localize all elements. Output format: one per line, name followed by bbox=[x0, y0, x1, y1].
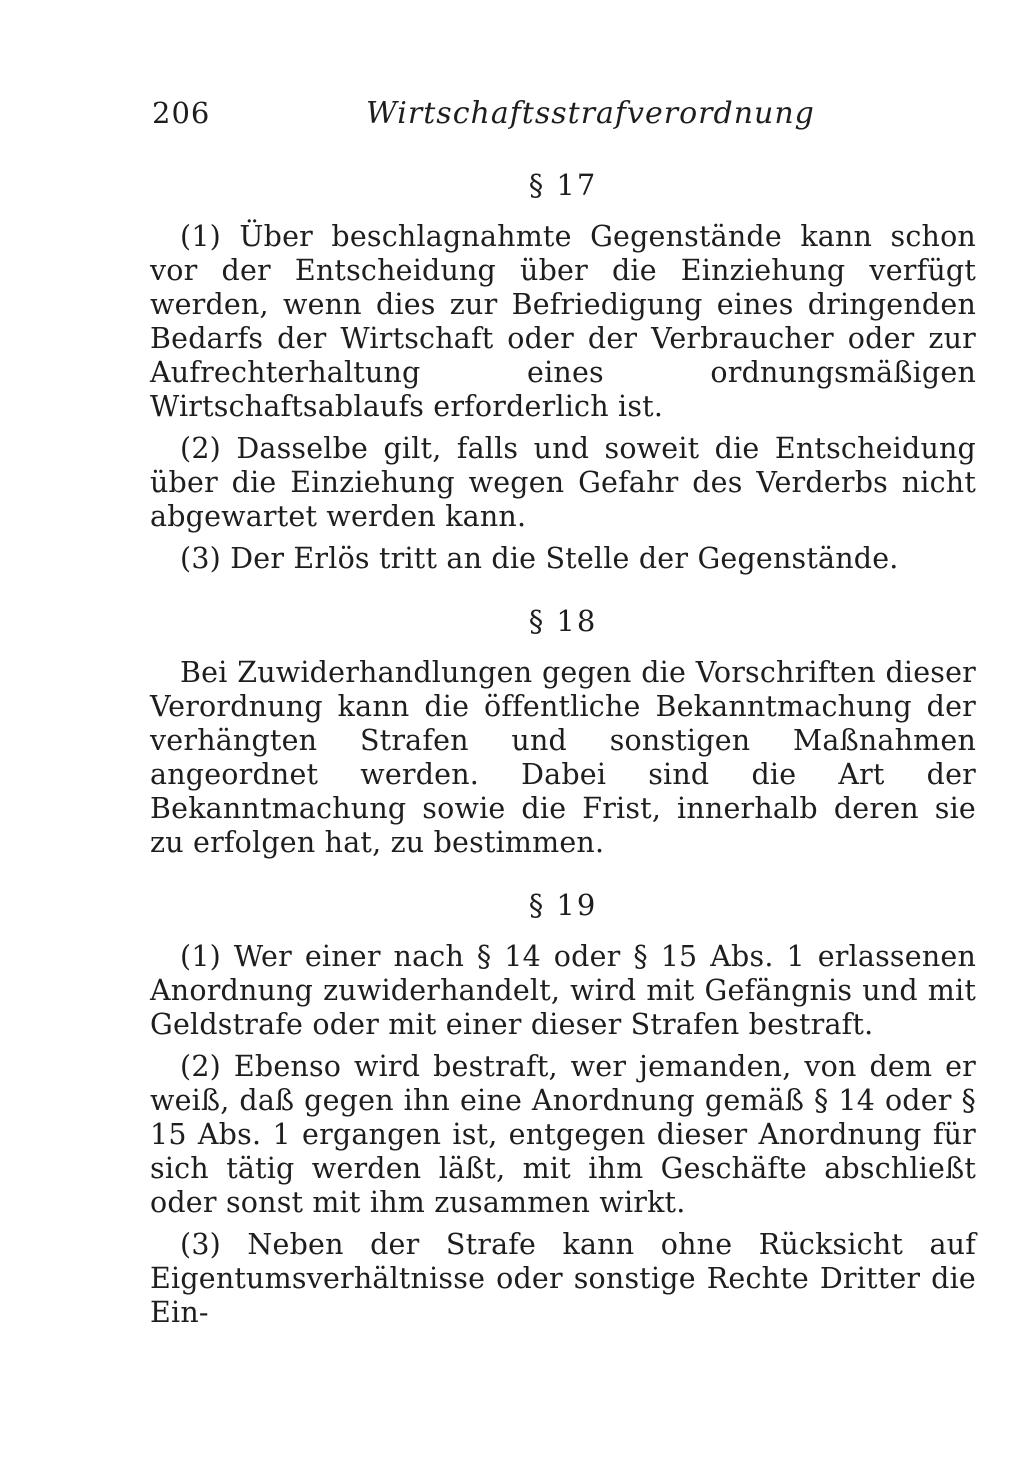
section-18 bbox=[150, 604, 976, 860]
paragraph: (1) Wer einer nach § 14 oder § 15 Abs. 1 erlassenen Anordnung zuwiderhandelt, wird mit Gefängnis und mit Geldstrafe oder mit einer dieser Strafen bestraft. bbox=[150, 940, 976, 1041]
paragraph: Bei Zuwiderhandlungen gegen die Vorschriften dieser Verordnung kann die öffentliche Bekanntmachung der verhängten Strafen und sonstigen Maßnahmen angeordnet werden. Dabei sind die Art der Bekanntmachung sowie die Frist, innerhalb deren sie zu erfolgen hat, zu bestimmen. bbox=[150, 656, 976, 859]
section-19 bbox=[150, 888, 976, 1330]
section-17 bbox=[150, 168, 976, 576]
paragraph: (2) Ebenso wird bestraft, wer jemanden, von dem er weiß, daß gegen ihn eine Anordnung gemäß § 14 oder § 15 Abs. 1 ergangen ist, entgegen dieser Anordnung für sich tätig werden läßt, mit ihm Geschäfte abschließt oder sonst mit ihm zusammen wirkt. bbox=[150, 1050, 976, 1219]
running-title: Wirtschaftsstrafverordnung bbox=[366, 96, 815, 131]
paragraph: (3) Der Erlös tritt an die Stelle der Gegenstände. bbox=[180, 542, 899, 575]
document-page bbox=[150, 96, 976, 1338]
paragraph: (3) Neben der Strafe kann ohne Rücksicht auf Eigentumsverhältnisse oder sonstige Rechte Dritter die Ein- bbox=[150, 1228, 976, 1329]
page-header bbox=[150, 96, 976, 142]
page-number: 206 bbox=[152, 96, 211, 130]
paragraph: (2) Dasselbe gilt, falls und soweit die Entscheidung über die Einziehung wegen Gefahr des Verderbs nicht abgewartet werden kann. bbox=[150, 432, 976, 533]
paragraph: (1) Über beschlagnahmte Gegenstände kann schon vor der Entscheidung über die Einziehung verfügt werden, wenn dies zur Befriedigung eines dringenden Bedarfs der Wirtschaft oder der Verbraucher oder zur Aufrechterhaltung eines ordnungsmäßigen Wirtschaftsablaufs erforderlich ist. bbox=[150, 220, 976, 423]
section-heading: § 19 bbox=[528, 888, 598, 922]
section-heading: § 17 bbox=[528, 168, 598, 202]
section-heading: § 18 bbox=[528, 604, 598, 638]
